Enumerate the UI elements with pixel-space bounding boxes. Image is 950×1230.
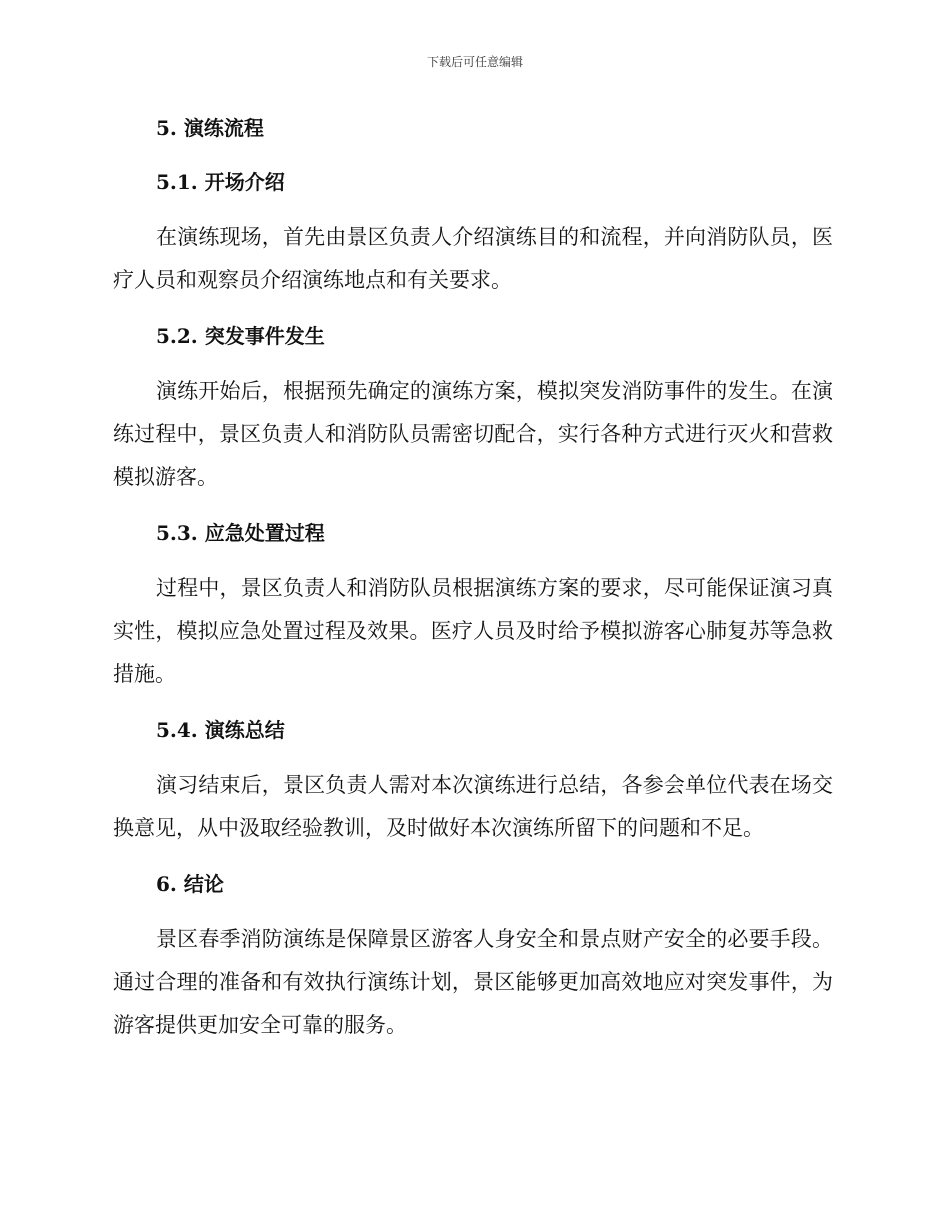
section-heading-5: 5. 演练流程 bbox=[156, 116, 264, 140]
page-header: 下载后可任意编辑 bbox=[426, 55, 523, 69]
section-paragraph-6: 景区春季消防演练是保障景区游客人身安全和景点财产安全的必要手段。通过合理的准备和有效执行演练计划，景区能够更加高效地应对突发事件，为游客提供更加安全可靠的服务。 bbox=[113, 927, 833, 1037]
section-paragraph-5-3: 过程中，景区负责人和消防队员根据演练方案的要求，尽可能保证演习真实性，模拟应急处置过程及效果。医疗人员及时给予模拟游客心肺复苏等急救措施。 bbox=[113, 576, 833, 686]
document-body bbox=[113, 108, 833, 1047]
section-heading-5-3: 5.3. 应急处置过程 bbox=[156, 521, 325, 545]
section-paragraph-5-1: 在演练现场，首先由景区负责人介绍演练目的和流程，并向消防队员，医疗人员和观察员介绍演练地点和有关要求。 bbox=[113, 225, 833, 292]
section-heading-6: 6. 结论 bbox=[156, 872, 224, 896]
section-heading-5-4: 5.4. 演练总结 bbox=[156, 718, 285, 742]
section-paragraph-5-2: 演练开始后，根据预先确定的演练方案，模拟突发消防事件的发生。在演练过程中，景区负责人和消防队员需密切配合，实行各种方式进行灭火和营救模拟游客。 bbox=[113, 379, 833, 489]
section-paragraph-5-4: 演习结束后，景区负责人需对本次演练进行总结，各参会单位代表在场交换意见，从中汲取经验教训，及时做好本次演练所留下的问题和不足。 bbox=[113, 773, 833, 840]
section-heading-5-2: 5.2. 突发事件发生 bbox=[156, 324, 325, 348]
section-heading-5-1: 5.1. 开场介绍 bbox=[156, 170, 285, 194]
